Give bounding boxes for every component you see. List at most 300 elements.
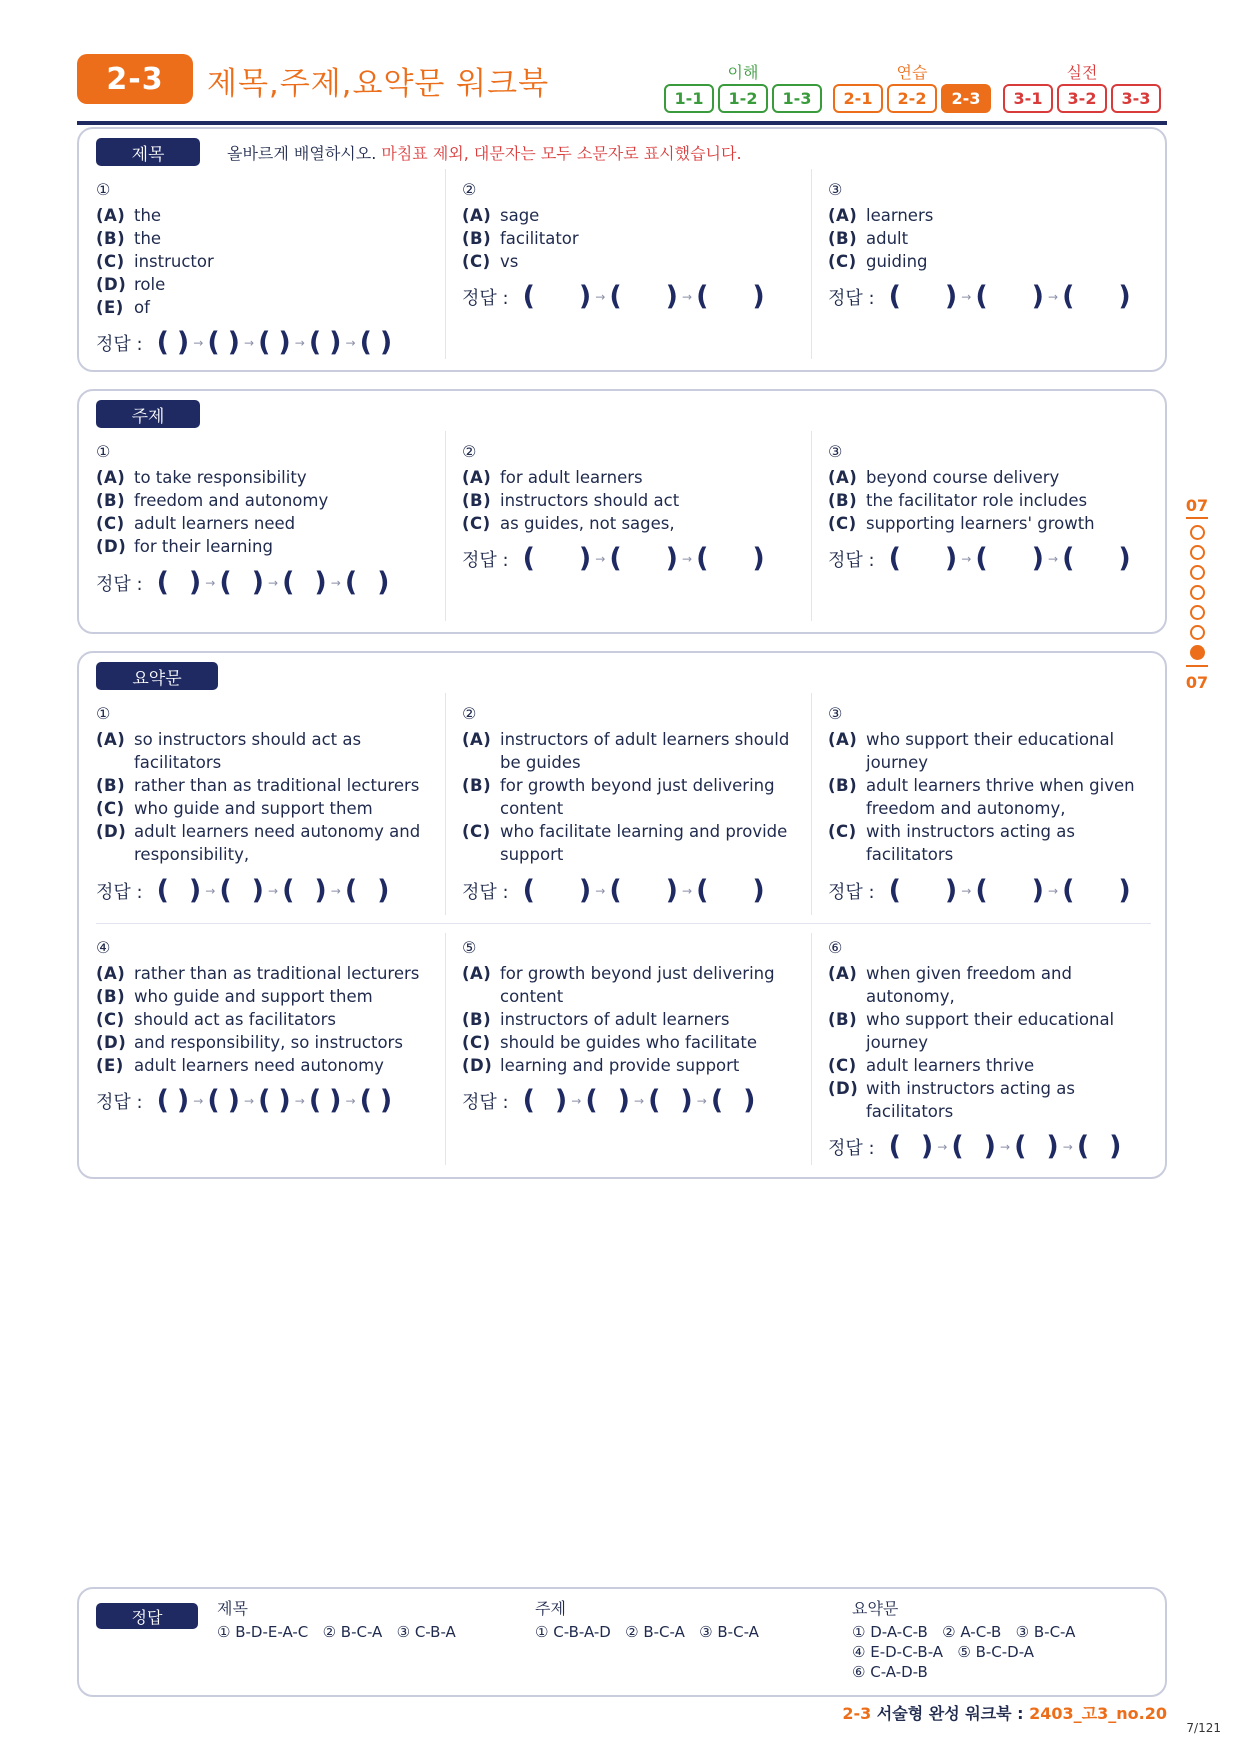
section-tag-theme: 주제 xyxy=(96,400,200,428)
column-divider xyxy=(445,169,446,359)
close-paren: ) xyxy=(329,1085,342,1116)
item-text: instructors should act xyxy=(500,491,680,510)
open-paren: ( xyxy=(975,875,988,906)
list-item xyxy=(828,1008,1158,1054)
close-paren: ) xyxy=(920,1131,934,1162)
item-label: (B) xyxy=(828,776,858,795)
item-text: rather than as traditional lecturers xyxy=(134,964,420,983)
level-tab-2-2[interactable]: 2-2 xyxy=(887,84,937,113)
item-text: the xyxy=(134,206,162,225)
section-tag-summary: 요약문 xyxy=(96,662,218,690)
answer-key-heading: 요약문 xyxy=(852,1599,899,1618)
answer-key-heading: 주제 xyxy=(535,1599,566,1618)
answer-key-tag: 정답 xyxy=(96,1603,198,1629)
answer-blanks[interactable] xyxy=(828,1133,1122,1160)
open-paren: ( xyxy=(888,543,901,574)
answer-blanks[interactable] xyxy=(828,283,1131,310)
theme-problem-1 xyxy=(96,440,426,558)
summary-problem-2 xyxy=(462,702,792,866)
level-tab-3-2[interactable]: 3-2 xyxy=(1057,84,1107,113)
list-item xyxy=(96,296,426,319)
close-paren: ) xyxy=(665,875,678,906)
close-paren: ) xyxy=(188,875,202,906)
close-paren: ) xyxy=(752,875,765,906)
close-paren: ) xyxy=(1118,281,1131,312)
item-text: adult learners thrive xyxy=(866,1056,1035,1075)
list-item xyxy=(828,962,1158,1008)
item-label: (A) xyxy=(96,468,126,487)
close-paren: ) xyxy=(377,875,390,906)
item-label: (C) xyxy=(96,799,125,818)
list-item xyxy=(96,512,426,535)
arrow-icon: → xyxy=(330,575,341,590)
arrow-icon: → xyxy=(961,883,972,898)
item-text: who guide and support them xyxy=(134,799,373,818)
close-paren: ) xyxy=(665,543,678,574)
problem-number: ⑤ xyxy=(462,938,477,957)
item-text: learning and provide support xyxy=(500,1056,740,1075)
close-paren: ) xyxy=(278,1085,291,1116)
arrow-icon: → xyxy=(205,883,216,898)
answer-key-heading: 제목 xyxy=(217,1599,248,1618)
list-item xyxy=(96,489,426,512)
progress-dot xyxy=(1190,525,1205,540)
list-item xyxy=(462,250,792,273)
problem-number: ② xyxy=(462,704,477,723)
close-paren: ) xyxy=(578,543,592,574)
arrow-icon: → xyxy=(961,289,972,304)
arrow-icon: → xyxy=(1000,1139,1011,1154)
page-title: 제목,주제,요약문 워크북 xyxy=(207,66,550,102)
list-item xyxy=(828,489,1158,512)
problem-number: ③ xyxy=(828,180,843,199)
answer-blanks[interactable] xyxy=(462,1087,756,1114)
answer-key xyxy=(77,1587,1167,1697)
progress-dot xyxy=(1190,545,1205,560)
item-text: who guide and support them xyxy=(134,987,373,1006)
answer-label: 정답 : xyxy=(96,573,143,595)
column-divider xyxy=(811,169,812,359)
item-label: (D) xyxy=(96,537,127,556)
item-text: should act as facilitators xyxy=(134,1010,337,1029)
level-tab-1-1[interactable]: 1-1 xyxy=(664,84,714,113)
item-text: so instructors should act as facilitators xyxy=(134,730,362,772)
item-text: freedom and autonomy xyxy=(134,491,329,510)
answer-key-line: ① D-A-C-B ② A-C-B ③ B-C-A xyxy=(852,1623,1076,1641)
list-item xyxy=(828,512,1158,535)
level-tab-1-2[interactable]: 1-2 xyxy=(718,84,768,113)
answer-key-line: ① B-D-E-A-C ② B-C-A ③ C-B-A xyxy=(217,1623,456,1641)
list-item xyxy=(96,1008,426,1031)
theme-problem-2 xyxy=(462,440,792,535)
item-text: for their learning xyxy=(134,537,273,556)
instruction-text: 올바르게 배열하시오. xyxy=(227,144,382,163)
summary-problem-6 xyxy=(828,936,1158,1123)
item-label: (C) xyxy=(462,1033,491,1052)
list-item xyxy=(96,1031,426,1054)
problem-number: ① xyxy=(96,442,111,461)
progress-rule xyxy=(1186,665,1208,667)
close-paren: ) xyxy=(1118,543,1131,574)
item-label: (C) xyxy=(462,514,491,533)
answer-key-line: ⑥ C-A-D-B xyxy=(852,1663,928,1681)
open-paren: ( xyxy=(648,1085,661,1116)
answer-label: 정답 : xyxy=(462,1091,509,1113)
arrow-icon: → xyxy=(268,883,279,898)
answer-key-line: ④ E-D-C-B-A ⑤ B-C-D-A xyxy=(852,1643,1035,1661)
title-problem-2 xyxy=(462,178,792,273)
section-tag-title: 제목 xyxy=(96,138,200,166)
list-item xyxy=(96,1054,426,1077)
item-text: to take responsibility xyxy=(134,468,307,487)
problem-number: ③ xyxy=(828,704,843,723)
summary-problem-1 xyxy=(96,702,426,866)
item-label: (B) xyxy=(96,987,126,1006)
level-tab-2-3[interactable]: 2-3 xyxy=(941,84,991,113)
progress-indicator xyxy=(1182,496,1212,692)
item-text: adult learners need autonomy and responsibility, xyxy=(134,822,421,864)
column-divider xyxy=(811,431,812,621)
list-item xyxy=(828,204,1158,227)
list-item xyxy=(96,962,426,985)
arrow-icon: → xyxy=(205,575,216,590)
open-paren: ( xyxy=(609,875,622,906)
open-paren: ( xyxy=(207,327,220,358)
item-label: (D) xyxy=(96,1033,127,1052)
level-group-label: 이해 xyxy=(727,63,759,82)
arrow-icon: → xyxy=(682,551,693,566)
item-label: (C) xyxy=(462,252,491,271)
close-paren: ) xyxy=(314,567,327,598)
close-paren: ) xyxy=(379,327,393,358)
close-paren: ) xyxy=(578,875,592,906)
close-paren: ) xyxy=(176,1085,190,1116)
list-item xyxy=(462,962,792,1008)
open-paren: ( xyxy=(308,1085,322,1116)
open-paren: ( xyxy=(696,875,709,906)
close-paren: ) xyxy=(665,281,678,312)
answer-blanks[interactable] xyxy=(828,545,1131,572)
item-label: (C) xyxy=(96,514,125,533)
answer-key-title xyxy=(217,1599,456,1642)
item-text: sage xyxy=(500,206,540,225)
item-label: (B) xyxy=(96,491,126,510)
close-paren: ) xyxy=(251,875,264,906)
item-text: adult xyxy=(866,229,909,248)
close-paren: ) xyxy=(278,327,291,358)
item-text: for adult learners xyxy=(500,468,643,487)
close-paren: ) xyxy=(752,281,765,312)
open-paren: ( xyxy=(1076,1131,1090,1162)
answer-label: 정답 : xyxy=(462,287,509,309)
open-paren: ( xyxy=(359,327,372,358)
answer-label: 정답 : xyxy=(462,549,509,571)
close-paren: ) xyxy=(377,567,390,598)
open-paren: ( xyxy=(522,543,535,574)
arrow-icon: → xyxy=(682,289,693,304)
arrow-icon: → xyxy=(294,1093,305,1108)
answer-blanks[interactable] xyxy=(96,1087,392,1114)
footer-label xyxy=(842,1701,1167,1724)
progress-dot xyxy=(1190,645,1205,660)
close-paren: ) xyxy=(314,875,327,906)
row-divider xyxy=(96,923,1151,924)
item-label: (B) xyxy=(462,1010,492,1029)
item-text: and responsibility, so instructors xyxy=(134,1033,403,1052)
answer-blanks[interactable] xyxy=(96,877,390,904)
close-paren: ) xyxy=(680,1085,693,1116)
list-item xyxy=(828,227,1158,250)
header-divider xyxy=(77,121,1167,125)
level-tab-1-3[interactable]: 1-3 xyxy=(772,84,822,113)
level-tab-3-3[interactable]: 3-3 xyxy=(1111,84,1161,113)
title-problem-3 xyxy=(828,178,1158,273)
problem-number: ② xyxy=(462,180,477,199)
list-item xyxy=(96,204,426,227)
footer-text: 서술형 완성 워크북 : xyxy=(876,1704,1024,1723)
progress-dot xyxy=(1190,625,1205,640)
item-text: instructors of adult learners should be guides xyxy=(500,730,790,772)
arrow-icon: → xyxy=(193,335,204,350)
item-label: (A) xyxy=(828,468,858,487)
level-tab-2-1[interactable]: 2-1 xyxy=(833,84,883,113)
item-label: (B) xyxy=(828,1010,858,1029)
arrow-icon: → xyxy=(961,551,972,566)
item-label: (C) xyxy=(828,1056,857,1075)
open-paren: ( xyxy=(888,1131,901,1162)
problem-number: ⑥ xyxy=(828,938,843,957)
close-paren: ) xyxy=(1031,543,1044,574)
item-text: who support their educational journey xyxy=(866,730,1115,772)
item-label: (C) xyxy=(96,252,125,271)
arrow-icon: → xyxy=(595,883,606,898)
item-text: the xyxy=(134,229,162,248)
item-text: facilitator xyxy=(500,229,579,248)
item-label: (A) xyxy=(96,964,126,983)
list-item xyxy=(462,728,792,774)
close-paren: ) xyxy=(188,567,202,598)
open-paren: ( xyxy=(1014,1131,1027,1162)
level-group-practice xyxy=(833,60,991,113)
answer-blanks[interactable] xyxy=(462,877,765,904)
item-text: supporting learners' growth xyxy=(866,514,1095,533)
list-item xyxy=(96,728,426,774)
progress-dot xyxy=(1190,605,1205,620)
close-paren: ) xyxy=(554,1085,568,1116)
item-text: rather than as traditional lecturers xyxy=(134,776,420,795)
level-group-label: 연습 xyxy=(896,63,928,82)
instruction xyxy=(227,141,742,164)
answer-label: 정답 : xyxy=(828,549,875,571)
list-item xyxy=(462,774,792,820)
list-item xyxy=(462,204,792,227)
arrow-icon: → xyxy=(193,1093,204,1108)
level-group-label: 실전 xyxy=(1066,63,1098,82)
item-label: (D) xyxy=(462,1056,493,1075)
progress-rule xyxy=(1186,517,1208,519)
item-label: (A) xyxy=(462,468,492,487)
theme-problem-3 xyxy=(828,440,1158,535)
open-paren: ( xyxy=(975,543,988,574)
open-paren: ( xyxy=(258,1085,271,1116)
theme-section xyxy=(77,389,1167,634)
item-text: for growth beyond just delivering content xyxy=(500,964,775,1006)
open-paren: ( xyxy=(344,567,358,598)
list-item xyxy=(96,774,426,797)
open-paren: ( xyxy=(585,1085,598,1116)
arrow-icon: → xyxy=(345,1093,356,1108)
summary-problem-5 xyxy=(462,936,792,1077)
arrow-icon: → xyxy=(571,1093,582,1108)
column-divider xyxy=(811,933,812,1165)
open-paren: ( xyxy=(219,875,232,906)
close-paren: ) xyxy=(379,1085,393,1116)
item-text: for growth beyond just delivering content xyxy=(500,776,775,818)
item-label: (C) xyxy=(462,822,491,841)
arrow-icon: → xyxy=(634,1093,645,1108)
answer-blanks[interactable] xyxy=(462,545,765,572)
item-label: (B) xyxy=(96,776,126,795)
close-paren: ) xyxy=(176,327,190,358)
item-label: (C) xyxy=(96,1010,125,1029)
close-paren: ) xyxy=(752,543,765,574)
open-paren: ( xyxy=(951,1131,964,1162)
summary-problem-3 xyxy=(828,702,1158,866)
close-paren: ) xyxy=(227,327,240,358)
list-item xyxy=(462,1008,792,1031)
close-paren: ) xyxy=(1109,1131,1122,1162)
item-label: (B) xyxy=(828,229,858,248)
column-divider xyxy=(445,933,446,1165)
open-paren: ( xyxy=(710,1085,724,1116)
list-item xyxy=(462,820,792,866)
item-label: (D) xyxy=(828,1079,859,1098)
list-item xyxy=(96,273,426,296)
close-paren: ) xyxy=(1031,281,1044,312)
list-item xyxy=(462,489,792,512)
close-paren: ) xyxy=(617,1085,630,1116)
summary-problem-4 xyxy=(96,936,426,1077)
answer-blanks[interactable] xyxy=(828,877,1131,904)
problem-number: ① xyxy=(96,704,111,723)
item-text: guiding xyxy=(866,252,928,271)
title-problem-1 xyxy=(96,178,426,319)
list-item xyxy=(462,227,792,250)
footer-code: 2403_고3_no.20 xyxy=(1029,1704,1167,1723)
close-paren: ) xyxy=(251,567,264,598)
item-label: (D) xyxy=(96,822,127,841)
item-label: (D) xyxy=(96,275,127,294)
item-label: (B) xyxy=(462,776,492,795)
title-section xyxy=(77,127,1167,372)
close-paren: ) xyxy=(944,281,958,312)
problem-number: ④ xyxy=(96,938,111,957)
footer-prefix: 2-3 xyxy=(842,1704,872,1723)
item-text: instructors of adult learners xyxy=(500,1010,730,1029)
item-text: role xyxy=(134,275,166,294)
answer-blanks[interactable] xyxy=(462,283,765,310)
list-item xyxy=(96,985,426,1008)
list-item xyxy=(828,1077,1158,1123)
open-paren: ( xyxy=(888,281,901,312)
list-item xyxy=(462,466,792,489)
progress-dot xyxy=(1190,565,1205,580)
open-paren: ( xyxy=(344,875,358,906)
item-text: who support their educational journey xyxy=(866,1010,1115,1052)
item-label: (A) xyxy=(462,206,492,225)
close-paren: ) xyxy=(743,1085,756,1116)
arrow-icon: → xyxy=(294,335,305,350)
answer-key-line: ① C-B-A-D ② B-C-A ③ B-C-A xyxy=(535,1623,759,1641)
list-item xyxy=(96,227,426,250)
open-paren: ( xyxy=(156,327,169,358)
problem-number: ① xyxy=(96,180,111,199)
open-paren: ( xyxy=(207,1085,220,1116)
column-divider xyxy=(445,693,446,915)
level-tab-3-1[interactable]: 3-1 xyxy=(1003,84,1053,113)
item-label: (B) xyxy=(462,229,492,248)
close-paren: ) xyxy=(227,1085,240,1116)
item-label: (A) xyxy=(96,206,126,225)
list-item xyxy=(828,250,1158,273)
item-label: (E) xyxy=(96,298,124,317)
item-label: (A) xyxy=(96,730,126,749)
arrow-icon: → xyxy=(595,289,606,304)
answer-key-theme xyxy=(535,1599,759,1642)
arrow-icon: → xyxy=(1048,883,1059,898)
arrow-icon: → xyxy=(1048,551,1059,566)
item-text: adult learners thrive when given freedom and autonomy, xyxy=(866,776,1135,818)
close-paren: ) xyxy=(983,1131,996,1162)
open-paren: ( xyxy=(1062,543,1075,574)
item-text: beyond course delivery xyxy=(866,468,1060,487)
list-item xyxy=(96,820,426,866)
open-paren: ( xyxy=(156,567,169,598)
open-paren: ( xyxy=(258,327,271,358)
close-paren: ) xyxy=(1031,875,1044,906)
item-text: with instructors acting as facilitators xyxy=(866,822,1075,864)
level-group-real xyxy=(1003,60,1161,113)
list-item xyxy=(828,1054,1158,1077)
arrow-icon: → xyxy=(268,575,279,590)
answer-blanks[interactable] xyxy=(96,329,392,356)
progress-number-top: 07 xyxy=(1185,496,1209,515)
problem-number: ③ xyxy=(828,442,843,461)
item-label: (A) xyxy=(828,206,858,225)
open-paren: ( xyxy=(696,281,709,312)
level-group-understanding xyxy=(664,60,822,113)
item-label: (E) xyxy=(96,1056,124,1075)
arrow-icon: → xyxy=(595,551,606,566)
open-paren: ( xyxy=(609,281,622,312)
item-text: who facilitate learning and provide support xyxy=(500,822,788,864)
close-paren: ) xyxy=(329,327,342,358)
close-paren: ) xyxy=(1046,1131,1059,1162)
item-label: (B) xyxy=(462,491,492,510)
item-label: (B) xyxy=(96,229,126,248)
open-paren: ( xyxy=(522,875,535,906)
item-text: as guides, not sages, xyxy=(500,514,675,533)
open-paren: ( xyxy=(522,1085,535,1116)
column-divider xyxy=(445,431,446,621)
answer-blanks[interactable] xyxy=(96,569,390,596)
answer-key-summary xyxy=(852,1599,1075,1682)
arrow-icon: → xyxy=(1048,289,1059,304)
item-label: (C) xyxy=(828,514,857,533)
list-item xyxy=(462,1054,792,1077)
arrow-icon: → xyxy=(345,335,356,350)
open-paren: ( xyxy=(1062,281,1075,312)
